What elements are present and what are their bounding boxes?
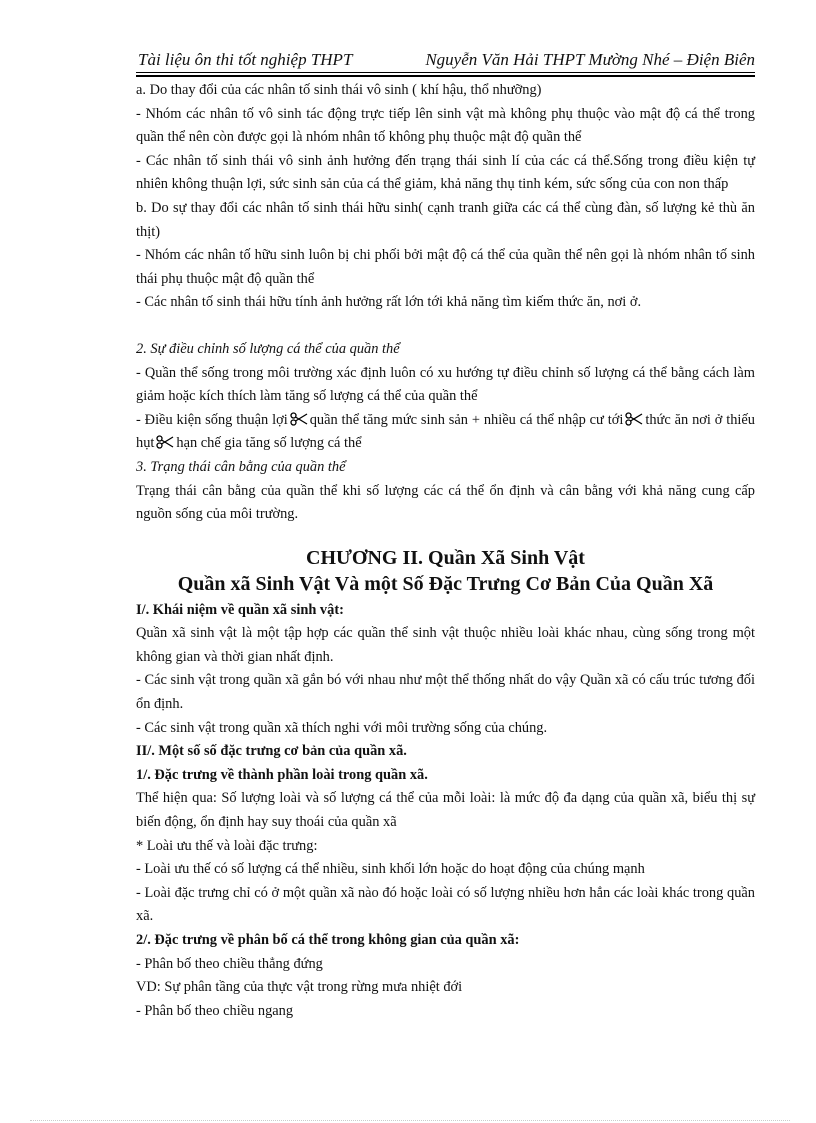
scissors-icon bbox=[156, 435, 174, 449]
paragraph: Thể hiện qua: Số lượng loài và số lượng cá thể của mỗi loài: là mức độ đa dạng của quần xã, biểu thị sự biến động, ổn định hay suy thoái của quần xã bbox=[136, 790, 755, 831]
paragraph: - Loài ưu thế có số lượng cá thể nhiều, sinh khối lớn hoặc do hoạt động của chúng mạnh bbox=[136, 861, 645, 878]
section-heading: 2. Sự điều chỉnh số lượng cá thể của quần thể bbox=[136, 340, 400, 357]
paragraph: - Nhóm các nhân tố vô sinh tác động trực tiếp lên sinh vật mà không phụ thuộc vào mật độ cá thể trong quần thể nên còn được gọi là nhóm nhân tố không phụ thuộc mật độ quần thể bbox=[136, 105, 755, 146]
paragraph: - Loài đặc trưng chỉ có ở một quần xã nào đó hoặc loài có số lượng nhiều hơn hẳn các loài khác trong quần xã. bbox=[136, 884, 755, 925]
paragraph: - Các sinh vật trong quần xã thích nghi với môi trường sống của chúng. bbox=[136, 719, 548, 736]
page-footer-divider bbox=[30, 1120, 790, 1121]
chapter-title: CHƯƠNG II. Quần Xã Sinh Vật bbox=[306, 546, 585, 569]
header-rule-thick bbox=[136, 75, 755, 77]
section-heading: 3. Trạng thái cân bằng của quần thể bbox=[136, 458, 346, 475]
paragraph: - Phân bố theo chiều ngang bbox=[136, 1002, 294, 1019]
paragraph: - Các sinh vật trong quần xã gắn bó với nhau như một thể thống nhất do vậy Quần xã có cấu trúc tương đối ổn định. bbox=[136, 672, 755, 713]
header-right: Nguyễn Văn Hải THPT Mường Nhé – Điện Biên bbox=[425, 50, 755, 69]
document-body bbox=[136, 79, 755, 1023]
section-heading: I/. Khái niệm về quần xã sinh vật: bbox=[136, 601, 344, 618]
paragraph-with-arrows: - Điều kiện sống thuận lợi quần thể tăng mức sinh sản + nhiều cá thể nhập cư tới thức ăn nơi ở thiếu hụt hạn chế gia tăng số lượng cá thể bbox=[136, 411, 756, 452]
paragraph: - Các nhân tố sinh thái vô sinh ảnh hưởng đến trạng thái sinh lí của các cá thể.Sống trong điều kiện tự nhiên không thuận lợi, sức sinh sản của cá thể giảm, khả năng thụ tinh kém, sức sống của con non thấp bbox=[136, 152, 755, 193]
paragraph: - Quần thể sống trong môi trường xác định luôn có xu hướng tự điều chỉnh số lượng cá thể bằng cách làm giảm hoặc kích thích làm tăng số lượng cá thể của quần thể bbox=[136, 364, 755, 405]
subsection-heading: 2/. Đặc trưng về phân bố cá thể trong không gian của quần xã: bbox=[136, 932, 520, 948]
header-left: Tài liệu ôn thi tốt nghiệp THPT bbox=[138, 50, 353, 69]
paragraph: b. Do sự thay đổi các nhân tố sinh thái hữu sinh( cạnh tranh giữa các cá thể cùng đàn, số lượng kẻ thù ăn thịt) bbox=[136, 199, 755, 240]
paragraph: a. Do thay đổi của các nhân tố sinh thái vô sinh ( khí hậu, thổ nhưỡng) bbox=[136, 82, 542, 98]
paragraph: Quần xã sinh vật là một tập hợp các quần thể sinh vật thuộc nhiều loài khác nhau, cùng sống trong một không gian và thời gian nhất định. bbox=[136, 625, 755, 665]
scissors-icon bbox=[290, 412, 308, 426]
chapter-subtitle: Quần xã Sinh Vật Và một Số Đặc Trưng Cơ Bản Của Quần Xã bbox=[177, 572, 714, 595]
scissors-icon bbox=[625, 412, 643, 426]
subsection-heading: 1/. Đặc trưng về thành phần loài trong quần xã. bbox=[136, 766, 428, 783]
paragraph: VD: Sự phân tầng của thực vật trong rừng mưa nhiệt đới bbox=[136, 979, 463, 996]
paragraph: - Nhóm các nhân tố hữu sinh luôn bị chi phối bởi mật độ cá thể của quần thể nên gọi là nhóm nhân tố sinh thái phụ thuộc mật độ quần thể bbox=[136, 247, 755, 287]
header-rule bbox=[136, 72, 755, 73]
page-header bbox=[136, 46, 755, 70]
paragraph: Trạng thái cân bằng của quần thể khi số lượng các cá thể ổn định và cân bằng với khả năng cung cấp nguồn sống của môi trường. bbox=[136, 482, 755, 523]
paragraph: - Các nhân tố sinh thái hữu tính ảnh hưởng rất lớn tới khả năng tìm kiếm thức ăn, nơi ở. bbox=[136, 294, 642, 311]
paragraph: - Phân bố theo chiều thẳng đứng bbox=[136, 955, 323, 972]
section-heading: II/. Một số số đặc trưng cơ bản của quần xã. bbox=[136, 743, 407, 760]
paragraph: * Loài ưu thế và loài đặc trưng: bbox=[136, 837, 318, 854]
